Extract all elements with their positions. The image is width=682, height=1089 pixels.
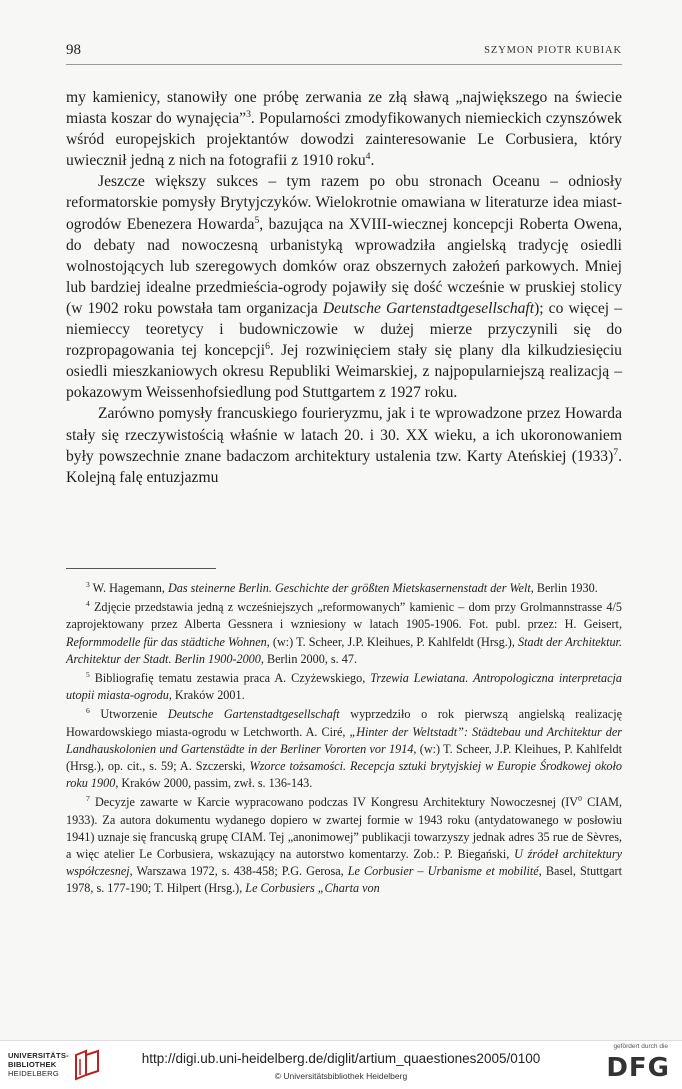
footnote-ref: 7 <box>613 446 619 458</box>
footnote-ref: 6 <box>86 706 90 716</box>
footnote-ref: 4 <box>86 599 90 609</box>
footnote-ref: 5 <box>86 669 90 679</box>
text-run: Bibliografię tematu zestawia praca A. Czyżewskiego, <box>89 671 371 686</box>
footnote-ref: 3 <box>246 108 251 120</box>
text-run: W. Hagemann, <box>89 581 168 595</box>
italic-title: Deutsche Gartenstadtgesellschaft <box>322 299 535 317</box>
italic-title: Stadt der Architektur. Architektur der Stadt. Berlin 1900-2000 <box>66 634 622 666</box>
text-run: , Kraków 2000, passim, zwł. s. 136-143. <box>115 776 313 791</box>
footnote-7 <box>66 794 622 897</box>
text-run: . Popularności zmodyfikowanych niemieckich czynszówek wśród europejskich projektantów dowodzi zainteresowanie Le Corbusiera, który uwiecznił jedną z nich na fotografii z 1910 roku <box>66 110 622 170</box>
viewer-footer <box>0 1040 682 1089</box>
text-run: Decyzje zawarte w Karcie wypracowano podczas IV Kongresu Architektury Nowoczesnej (IV <box>89 795 579 810</box>
italic-title: Wzorce tożsamości. Recepcja sztuki brytyjskiej w Europie Środkowej około roku 1900 <box>66 759 622 791</box>
footnotes <box>66 580 622 900</box>
footnote-5 <box>66 670 622 704</box>
main-text <box>66 87 622 488</box>
paragraph <box>66 171 622 403</box>
footnote-3 <box>66 580 622 597</box>
text-run: . Kolejną falę entuzjazmu <box>66 447 622 486</box>
header-rule <box>66 64 622 65</box>
paragraph <box>66 87 622 171</box>
text-run: Utworzenie <box>89 707 168 722</box>
footnote-ref: 4 <box>365 151 371 163</box>
footnote-separator <box>66 568 216 569</box>
running-head-author: SZYMON PIOTR KUBIAK <box>484 45 622 56</box>
text-run: , Berlin 2000, s. 47. <box>260 651 358 666</box>
footnote-4 <box>66 599 622 668</box>
text-run: , Warszawa 1972, s. 438-458; P.G. Gerosa, <box>129 864 348 879</box>
dfg-logo[interactable] <box>582 1043 672 1087</box>
permalink-url[interactable]: http://digi.ub.uni-heidelberg.de/diglit/artium_quaestiones2005/0100 <box>141 1051 541 1066</box>
text-run: , (w:) T. Scheer, J.P. Kleihues, P. Kahlfeldt (Hrsg.), op. cit., s. 59; A. Szczerski, <box>66 741 622 774</box>
funder-label: gefördert durch die <box>613 1043 668 1050</box>
italic-title: Le Corbusiers „Charta von <box>245 881 380 896</box>
italic-title: Deutsche Gartenstadtgesellschaft <box>167 707 340 722</box>
text-run: Jeszcze większy sukces – tym razem po obu stronach Oceanu – odniosły reformatorskie pomysły Brytyjczyków. Wielokrotnie omawiana w literaturze idea miast-ogrodów Ebenezera Howarda <box>66 173 622 233</box>
text-run: , (w:) T. Scheer, J.P. Kleihues, P. Kahlfeldt (Hrsg.), <box>266 634 518 649</box>
text-run: Zarówno pomysły francuskiego fourieryzmu, jak i te wprowadzone przez Howarda stały się rzeczywistością właśnie w latach 20. i 30. XX wieku, a ich ukoronowaniem były powszechnie znane badaczom architektury ustalenia tzw. Karty Ateńskiej (1933) <box>66 405 622 465</box>
text-run: . Jej rozwinięciem stały się plany dla kilkudziesięciu osiedli mieszkaniowych okresu Republiki Weimarskiej, z najpopularniejszą realizacją – pokazowym Weissenhofsiedlung pod Stuttgartem z 1927 roku. <box>66 342 622 402</box>
running-header <box>66 42 622 62</box>
text-run: CIAM, 1933). Za autora dokumentu wydanego dopiero w zwartej formie w 1943 roku (antydatowanego w posłowiu 1941) uznaje się francuską grupę CIAM. Tej „anonimowej” publikacji towarzyszy jednak adres 35 rue de Sèvres, a więc atelier Le Corbusiera, wskazujący na autorstwo komentarzy. Zob.: P. Biegański, <box>66 795 623 862</box>
footnote-ref: 7 <box>86 794 90 804</box>
paragraph <box>66 403 622 487</box>
text-run: my kamienicy, stanowiły one próbę zerwania ze złą sławą „największego na świecie miasta koszar do wynajęcia” <box>66 89 622 128</box>
text-run: , Basel, Stuttgart 1978, s. 177-190; T. Hilpert (Hrsg.), <box>66 864 622 896</box>
italic-title: Das steinerne Berlin. Geschichte der größten Mietskasernenstadt der Welt <box>167 581 531 595</box>
italic-title: U źródeł architektury współczesnej <box>66 847 622 879</box>
italic-title: Le Corbusier – Urbanisme et mobilité <box>347 864 539 879</box>
italic-title: „Hinter der Weltstadt”: Städtebau und Architektur der Landhauskolonien und Gartenstädte in der Berliner Vororten vor 1914 <box>66 724 622 756</box>
text-run: , bazująca na XVIII-wiecznej koncepcji Roberta Owena, do debaty nad nowoczesną urbanistyką wprowadziła angielską tradycję osiedli wolnostojących lub szeregowych domków oraz obszernych założeń parkowych. Mniej lub bardziej idealne przedmieścia-ogrody pojawiły się dość wcześnie w pruskiej stolicy (w 1902 roku powstała tam organizacja <box>66 215 622 317</box>
italic-title: Trzewia Lewiatana. Antropologiczna interpretacja utopii miasta-ogrodu <box>66 671 623 703</box>
text-run: , Kraków 2001. <box>168 688 245 703</box>
footnote-ref: 6 <box>265 340 270 352</box>
footnote-ref: 3 <box>86 579 90 589</box>
text-run: , Berlin 1930. <box>530 581 598 595</box>
text-run: wyprzedziło o rok pierwszą angielską realizację Howardowskiego miasta-ogrodu w Letchworth. A. Ciré, <box>66 707 622 739</box>
footnote-ref: 5 <box>254 214 260 226</box>
footnote-6 <box>66 706 622 792</box>
text-run: . <box>370 152 375 170</box>
dfg-wordmark: DFG <box>606 1053 670 1083</box>
library-name: UNIVERSITÄTS- BIBLIOTHEK HEIDELBERG <box>8 1051 69 1079</box>
text-run: Zdjęcie przedstawia jedną z wcześniejszych „reformowanych” kamienic – dom przy Grolmannstrasse 4/5 zaprojektowany przez Alberta Gessnera i wzniesiony w latach 1905-1906. Fot. publ. przez: H. Geisert, <box>66 600 622 632</box>
text-run: ); co więcej – niemieccy teoretycy i budowniczowie w dużej mierze przyczynili się do rozpropagowania tej koncepcji <box>66 299 622 360</box>
copyright-notice: © Universitätsbibliothek Heidelberg <box>274 1071 408 1081</box>
footnote-ref: 0 <box>578 794 582 804</box>
italic-title: Reformmodelle für das städtiche Wohnen <box>66 634 267 649</box>
page-number: 98 <box>66 42 81 58</box>
